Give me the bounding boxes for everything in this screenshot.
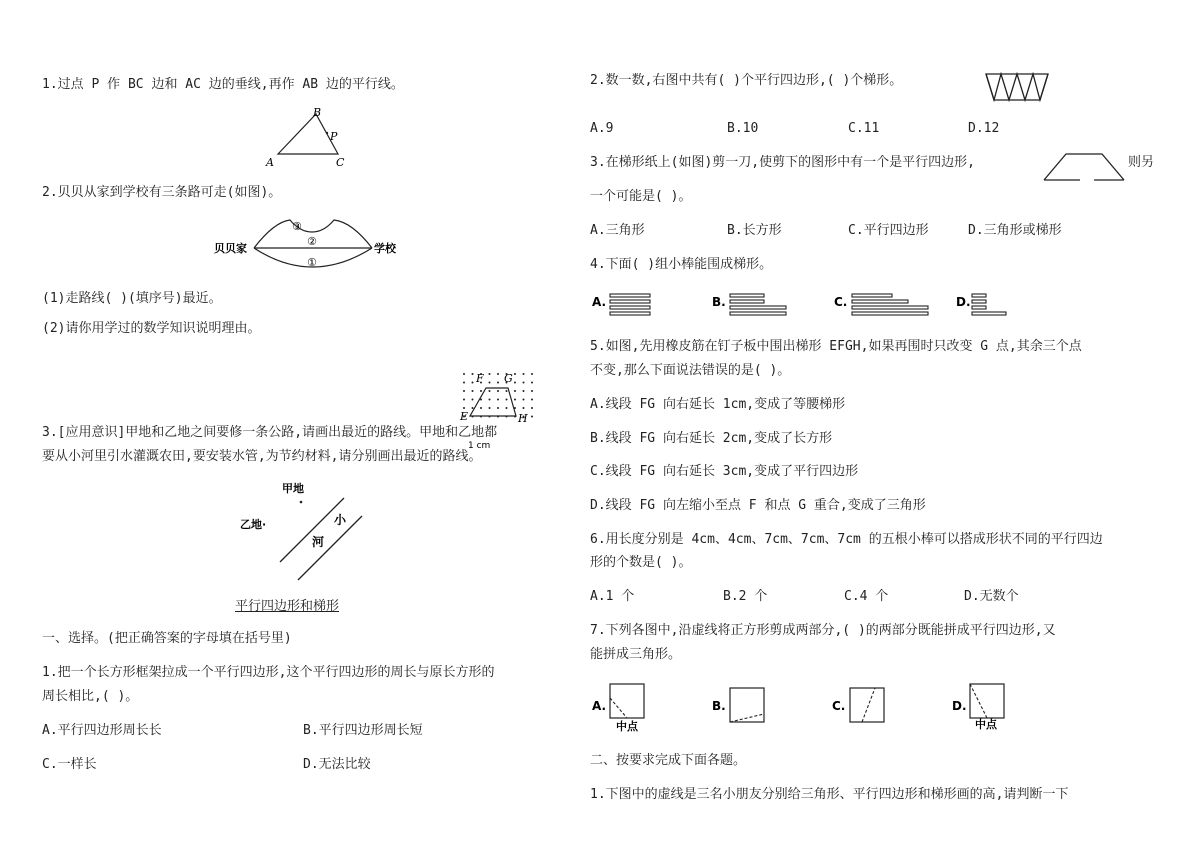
- trapezoid-paper-figure: [1040, 150, 1126, 184]
- triangle-abc-figure: [262, 104, 354, 170]
- p1-question-1-line-2: 周长相比,( )。: [42, 689, 139, 704]
- r-question-7-line-1: 7.下列各图中,沿虚线将正方形剪成两部分,( )的两部分既能拼成平行四边形,又: [590, 623, 1056, 638]
- r-q6-option-c: C.4 个: [844, 589, 889, 604]
- p1q1-option-b: B.平行四边形周长短: [303, 723, 423, 738]
- r-q6-option-d: D.无数个: [964, 589, 1019, 604]
- sticks-label-a: A.: [592, 295, 607, 309]
- sticks-figure: [590, 288, 1010, 320]
- r-q5-option-b: B.线段 FG 向右延长 2cm,变成了长方形: [590, 431, 833, 446]
- r-q2-option-b: B.10: [727, 121, 759, 136]
- route-2-label: ②: [307, 235, 317, 248]
- p1q1-option-d: D.无法比较: [303, 757, 371, 772]
- r-q2-option-a: A.9: [590, 121, 614, 136]
- point-h-label: H: [518, 412, 528, 425]
- p1q1-option-a: A.平行四边形周长长: [42, 723, 162, 738]
- question-3-line-2: 要从小河里引水灌溉农田,要安装水管,为节约材料,请分别画出最近的路线。: [42, 449, 482, 464]
- nail-dot: [489, 407, 491, 409]
- point-e-label: E: [460, 410, 469, 423]
- cut-squares-figure: [590, 678, 1020, 736]
- r-question-3-line-2: 一个可能是( )。: [590, 189, 692, 204]
- nail-dot: [506, 407, 508, 409]
- r-q6-option-a: A.1 个: [590, 589, 635, 604]
- midpoint-label-d: 中点: [975, 718, 997, 731]
- home-label: 贝贝家: [214, 242, 247, 255]
- nail-dot: [489, 373, 491, 375]
- square-label-d: D.: [952, 699, 967, 713]
- nail-dot: [489, 390, 491, 392]
- nail-dot: [523, 390, 525, 392]
- part-2-heading: 二、按要求完成下面各题。: [590, 753, 747, 768]
- nail-dot: [506, 390, 508, 392]
- part-1-heading: 一、选择。(把正确答案的字母填在括号里): [42, 631, 292, 646]
- nail-dot: [489, 382, 491, 384]
- three-roads-figure: [212, 212, 412, 274]
- nail-dot: [497, 373, 499, 375]
- sticks-label-d: D.: [956, 295, 971, 309]
- r-question-3-tail: 则另: [1128, 155, 1155, 170]
- nail-dot: [531, 399, 533, 401]
- place-jia-label: 甲地: [282, 482, 304, 495]
- nail-dot: [531, 373, 533, 375]
- route-1-label: ①: [307, 256, 317, 269]
- nail-dot: [523, 407, 525, 409]
- nail-dot: [514, 399, 516, 401]
- sticks-label-c: C.: [834, 295, 848, 309]
- nail-dot: [472, 399, 474, 401]
- triangle-label-a: A: [266, 156, 274, 169]
- square-label-c: C.: [832, 699, 846, 713]
- river-char-he: 河: [312, 535, 325, 549]
- nail-dot: [489, 399, 491, 401]
- nail-dot: [531, 416, 533, 418]
- question-2a-text: (1)走路线( )(填序号)最近。: [42, 291, 222, 306]
- r-q5-option-c: C.线段 FG 向右延长 3cm,变成了平行四边形: [590, 464, 859, 479]
- p1-question-1-line-1: 1.把一个长方形框架拉成一个平行四边形,这个平行四边形的周长与原长方形的: [42, 665, 495, 680]
- route-3-label: ③: [292, 220, 302, 233]
- square-label-b: B.: [712, 699, 726, 713]
- r-q6-option-b: B.2 个: [723, 589, 768, 604]
- triangle-label-c: C: [336, 156, 345, 169]
- section-title: 平行四边形和梯形: [235, 599, 340, 614]
- nail-dot: [463, 382, 465, 384]
- nail-dot: [463, 407, 465, 409]
- nail-dot: [472, 382, 474, 384]
- r-q3-option-a: A.三角形: [590, 223, 645, 238]
- nail-dot: [463, 390, 465, 392]
- nail-dot: [531, 390, 533, 392]
- river-figure: [236, 476, 376, 586]
- r-q3-option-b: B.长方形: [727, 223, 782, 238]
- nail-dot: [463, 399, 465, 401]
- r-question-5-line-2: 不变,那么下面说法错误的是( )。: [590, 363, 791, 378]
- point-g-label: G: [504, 372, 513, 385]
- r-q5-option-a: A.线段 FG 向右延长 1cm,变成了等腰梯形: [590, 397, 846, 412]
- nail-dot: [514, 373, 516, 375]
- question-1-text: 1.过点 P 作 BC 边和 AC 边的垂线,再作 AB 边的平行线。: [42, 77, 404, 92]
- nail-dot: [497, 382, 499, 384]
- nail-dot: [506, 399, 508, 401]
- nail-dot: [514, 382, 516, 384]
- trapezoid-grid-figure: [984, 70, 1050, 104]
- r-q2-option-c: C.11: [848, 121, 880, 136]
- nail-dot: [531, 407, 533, 409]
- r-question-3-line-1: 3.在梯形纸上(如图)剪一刀,使剪下的图形中有一个是平行四边形,: [590, 155, 975, 170]
- p1q1-option-c: C.一样长: [42, 757, 97, 772]
- p2-question-1-text: 1.下图中的虚线是三名小朋友分别给三角形、平行四边形和梯形画的高,请判断一下: [590, 787, 1069, 802]
- nail-dot: [523, 373, 525, 375]
- nail-dot: [463, 373, 465, 375]
- river-char-xiao: 小: [334, 513, 347, 527]
- nail-dot: [523, 382, 525, 384]
- nail-dot: [531, 382, 533, 384]
- point-p-label: P: [330, 130, 338, 143]
- unit-label: 1 cm: [468, 441, 491, 448]
- nail-dot: [472, 390, 474, 392]
- r-q3-option-c: C.平行四边形: [848, 223, 929, 238]
- square-label-a: A.: [592, 699, 607, 713]
- triangle-label-b: B: [313, 106, 322, 119]
- nail-dot: [497, 407, 499, 409]
- r-question-2-text: 2.数一数,右图中共有( )个平行四边形,( )个梯形。: [590, 73, 903, 88]
- nail-dot: [472, 407, 474, 409]
- point-f-label: F: [476, 372, 484, 385]
- question-2-text: 2.贝贝从家到学校有三条路可走(如图)。: [42, 185, 282, 200]
- question-3-line-1: 3.[应用意识]甲地和乙地之间要修一条公路,请画出最近的路线。甲地和乙地都: [42, 425, 498, 440]
- nail-dot: [497, 399, 499, 401]
- nail-dot: [472, 373, 474, 375]
- nail-dot: [480, 407, 482, 409]
- r-q3-option-d: D.三角形或梯形: [968, 223, 1062, 238]
- sticks-label-b: B.: [712, 295, 726, 309]
- r-question-6-line-1: 6.用长度分别是 4cm、4cm、7cm、7cm、7cm 的五根小棒可以搭成形状不同的平行四边: [590, 532, 1103, 547]
- question-2b-text: (2)请你用学过的数学知识说明理由。: [42, 321, 261, 336]
- r-question-4-text: 4.下面( )组小棒能围成梯形。: [590, 257, 773, 272]
- nail-dot: [480, 390, 482, 392]
- school-label: 学校: [374, 242, 396, 255]
- nail-dot: [497, 390, 499, 392]
- place-yi-label: 乙地·: [240, 518, 267, 531]
- r-question-5-line-1: 5.如图,先用橡皮筋在钉子板中围出梯形 EFGH,如果再围时只改变 G 点,其余三个点: [590, 339, 1082, 354]
- r-question-6-line-2: 形的个数是( )。: [590, 555, 692, 570]
- r-q2-option-d: D.12: [968, 121, 1000, 136]
- nail-dot: [523, 399, 525, 401]
- r-q5-option-d: D.线段 FG 向左缩小至点 F 和点 G 重合,变成了三角形: [590, 498, 926, 513]
- nail-dot: [514, 390, 516, 392]
- r-question-7-line-2: 能拼成三角形。: [590, 647, 682, 662]
- midpoint-label-a: 中点: [616, 720, 638, 733]
